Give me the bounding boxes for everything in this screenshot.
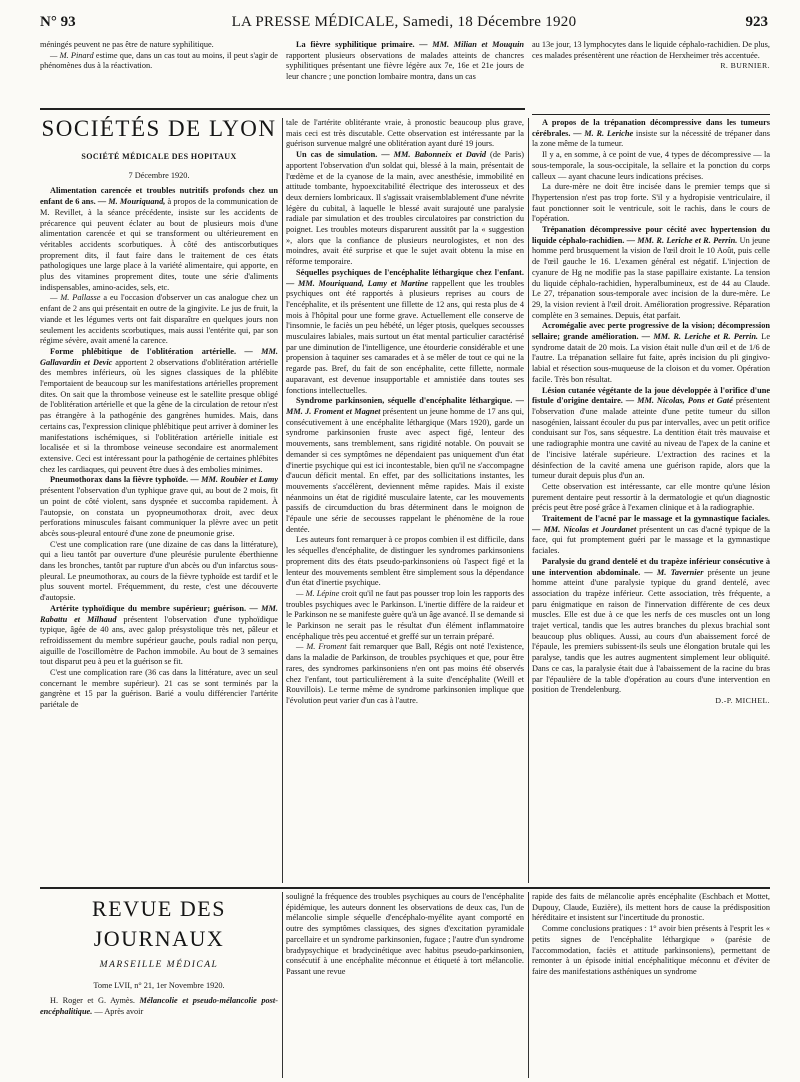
paragraph: Il y a, en somme, à ce point de vue, 4 types de décompressive — la sous-temporale, la sous-occipitale, la sellaire et la ponction du corps calleux — ayant chacune leurs indications précises. [532,150,770,181]
paragraph: — M. Lépine croit qu'il ne faut pas pousser trop loin les rapports des troubles psychiques avec le Parkinson. L'inertie diffère de la raideur et le Parkinson ne se manifeste guère qu'à un âge avancé. Il se demande si le Parkinson ne serait pas le résultat d'un élément inflammatoire encéphalique très peu accentué et greffé sur un terrain préparé. [286,588,524,641]
paragraph: Forme phlébitique de l'oblitération artérielle. — MM. Gallavardin et Devic apportent 2 observations d'oblitération artérielle des membres inférieurs, où les signes classiques de la phlébite l'emportaient de beaucoup sur les manifestations artérielles proprement dites. On sait que la thrombose veineuse est le satellite presque obligé de l'oblitération artérielle et que la gêne de la circulation de retour n'est pas étrangère à la pathogénie des gangrènes humides. Mais, dans certains cas, l'expression clinique phlébitique peut arriver à dominer les manifestations ischémiques, si l'oblitération artérielle initiale est localisée et si la thrombose veineuse secondaire est anormalement extensive. Ceci est intéressant pour la pathogénie de certaines phlébites chez les cardiaques, qui peuvent être dues à des embolies minimes. [40,346,278,474]
paragraph: Lésion cutanée végétante de la joue développée à l'orifice d'une fistule d'origine dentaire. — MM. Nicolas, Pons et Gaté présentent l'observation d'une malade atteinte d'une petite tumeur du sillon nasogénien, laissant écouler du pus par intervalles, avec un petit orifice conduisant sur l'os, sans séquestre. La dentition était très mauvaise et une radiographie montra une cavité au niveau de l'apex de la canine et de l'incisive latérale supérieure. L'extraction des racines et la désinfection de la cavité amena une guérison rapide, alors que la tumeur durait depuis plus d'un an. [532,385,770,481]
issue-number: N° 93 [40,14,76,30]
section-title: REVUE DES JOURNAUX [92,896,226,951]
section-rule [40,887,770,889]
session-date: 7 Décembre 1920. [128,170,190,180]
paragraph: C'est une complication rare (une dizaine de cas dans la littérature), qui a lieu tantôt par ouverture d'une pleurésie purulente éberthienne dans les bronches, tantôt par rupture d'un abcès ou d'un infarctus sous-pleural. Le pneumothorax, au cours de la fièvre typhoïde est tardif et le plus souvent mortel. Fréquemment, du reste, c'est une découverte d'autopsie. [40,539,278,603]
paragraph: — M. Pinard estime que, dans un cas tout au moins, il peut s'agir de phénomènes dus à la réactivation. [40,50,278,71]
page-number: 923 [745,14,768,30]
column-rule [282,892,283,1078]
section-title: SOCIÉTÉS DE LYON [41,116,277,141]
societes-col-1 [40,112,278,884]
paragraph: La fièvre syphilitique primaire. — MM. Milian et Mouquin rapportent plusieurs observations de malades atteints de chancres syphilitiques présentant une fièvre légère aux 7e, 16e et 21e jours de leur chancre ; une ponction lombaire montra, dans un cas [286,40,524,82]
column-rule [528,118,529,883]
paragraph: C'est une complication rare (36 cas dans la littérature, avec un seul concernant le membre supérieur). 21 cas se sont terminés par la gangrène et 15 par la guérison. Barié a voulu différencier l'artérite pariétale de [40,668,278,710]
revue-col-2 [286,892,524,1078]
paragraph: Alimentation carencée et troubles nutritifs profonds chez un enfant de 6 ans. — M. Mouriquand, à propos de la communication de M. Revillet, à la séance précédente, insiste sur les accidents de précarence qui peuvent éclater au bout de plusieurs mois d'une alimentation carencée et qui se transforment ou ultérieurement en véritables accidents scorbutiques. À côté des antiscorbutiques proprement dits, il faut faire dans le traitement de ces états pathologiques une large place à la variété alimentaire, qui apporte, en plus des vitamines proprement dites, toute une série d'aliments indispensables, amino-acides, sels, etc. [40,186,278,292]
paragraph: Pneumothorax dans la fièvre typhoïde. — MM. Roubier et Lamy présentent l'observation d'un typhique grave qui, au bout de 2 mois, fit un point de côté violent, sans dyspnée et succomba rapidement. À l'autopsie, on constata un pyopneumothorax droit, avec deux perforations minuscules faisant communiquer la plèvre avec un petit abcès sous-pleural entouré d'une zone de pneumonie grise. [40,475,278,538]
journal-issue: Tome LVII, n° 21, 1er Novembre 1920. [93,980,225,990]
paragraph: Paralysie du grand dentelé et du trapèze inférieur consécutive à une intervention abdominale. — M. Tavernier présente un jeune homme atteint d'une paralysie typique du grand dentelé, avec association du trapèze inférieur. Cette association, très fréquente, a paru énigmatique en raison de l'innervation différente de ces deux muscles. Elle est due à ce que les nerfs de ces muscles ont un long trajet vertical, tandis que les autres branches du plexus brachial sont beaucoup plus obliques. Aussi, au cours d'un abaissement forcé de l'épaule, les premiers subissent-ils seuls une élongation brutale qui les paralyse, tandis que les autres augmentent simplement leur obliquité. Dans ce cas, la paralysie était due à l'abaissement de la racine du bras par l'épaulière de la table d'opération au cours d'une intervention en position de Trendelenburg. [532,556,770,695]
column-rule [282,118,283,883]
revue-col-3 [532,892,770,1078]
journal-name: MARSEILLE MÉDICAL [99,960,219,970]
paragraph: méningés peuvent ne pas être de nature syphilitique. [40,40,214,49]
paragraph: Cette observation est intéressante, car elle montre qu'une lésion purement dentaire peut ressortir à la dermatologie et qu'un diagnostic précis peut être posé grâce à l'examen clinique et à la radiographie. [532,481,770,513]
paragraph: tale de l'artérite oblitérante vraie, à pronostic beaucoup plus grave, mais ceci est très discutable. Cette observation est intéressante par la guérison survenue malgré une oblitération ayant duré 19 jours. [286,118,524,149]
section-rule [40,108,525,110]
signature: D.-P. MICHEL. [715,695,770,705]
paragraph: au 13e jour, 13 lymphocytes dans le liquide céphalo-rachidien. De plus, ces malades présentèrent une réaction de Herxheimer très accentuée. [532,40,770,60]
top-col-2 [286,40,524,104]
paragraph: souligné la fréquence des troubles psychiques au cours de l'encéphalite épidémique, les auteurs donnent les observations de deux cas, l'un de mélancolie simple séquelle d'encéphalo-myélite ayant comporté en outre des symptômes classiques, des signes d'excitation pyramidale parcellaire et un syndrome parkinsonien, fugace ; l'autre d'un syndrome bradypsychique et bradycinétique avec habitus pseudo-parkinsonien, consécutif à une encéphalite méconnue et étiqueté à tort mélancolie. Passant une revue [286,892,524,976]
paragraph: A propos de la trépanation décompressive dans les tumeurs cérébrales. — M. R. Leriche insiste sur la nécessité de trépaner dans la zone même de la tumeur. [532,118,770,149]
paragraph: Artérite typhoïdique du membre supérieur; guérison. — MM. Rabattu et Milhaud présentent l'observation d'une typhoïdique typique, âgée de 40 ans, avec galop présystolique très net, pâleur et refroidissement du membre supérieur gauche, pouls radial non perçu, aiguille de l'oscillomètre de Pachon immobile. Au bout de 3 semaines tout disparut peu à peu et la guérison se fit. [40,603,278,667]
top-col-3 [532,40,770,112]
paragraph: rapide des faits de mélancolie après encéphalite (Eschbach et Mottet, Dupouy, Claude, Euzière), ils mettent hors de cause la prédisposition héréditaire et insistent sur l'incertitude du pronostic. [532,892,770,923]
society-name: SOCIÉTÉ MÉDICALE DES HOPITAUX [81,152,237,161]
paragraph: Trépanation décompressive pour cécité avec hypertension du liquide céphalo-rachidien. — MM. R. Leriche et R. Perrin. Un jeune homme perd brusquement la vision de l'œil droit le 10 Août, puis celle de l'œil gauche le 16. L'examen général est négatif. L'injection de cyanure de Hg ne modifie pas la stase papillaire existante. La tension du liquide céphalo-rachidien, hyperalbumineux, est de 44 au Claude. Le 27, trépanation sous-temporale avec incision de la dure-mère. Le 29, la vision revient à l'œil droit. Amélioration progressive. Réparation complète en 3 semaines. Depuis, état parfait. [532,225,770,320]
signature: R. BURNIER. [720,61,770,71]
societes-col-2 [286,118,524,884]
paragraph: — M. Pallasse a eu l'occasion d'observer un cas analogue chez un enfant de 2 ans qui présentait en outre de la gingivite. Le jus de fruit, la viande et les légumes verts ont fait disparaître en quelques jours non seulement les accidents scorbutiques, mais aussi l'entérite qui, par son régime sévère, avait amené la carence. [40,293,278,346]
paragraph: Les auteurs font remarquer à ce propos combien il est difficile, dans les séquelles d'encéphalite, de distinguer les syndromes parkinsoniens proprement dits des états pseudo-parkinsoniens où l'aspect figé et la lenteur des mouvements semblent être simplement sous la dépendance d'un état d'inertie psychique. [286,535,524,588]
column-rule [528,892,529,1078]
societes-col-3 [532,118,770,884]
paragraph: La dure-mère ne doit être incisée dans le premier temps que si l'hypertension n'est pas trop forte. S'il y a hydropisie ventriculaire, il faut ponctionner soit le ventricule, soit le rachis, dans le cours de l'opération. [532,182,770,224]
paragraph: — M. Froment fait remarquer que Ball, Régis ont noté l'existence, dans la maladie de Parkinson, de troubles psychiques et que, pour être rares, des syndromes parkinsoniens n'en ont pas moins été observés chez l'enfant, tout particulièrement à la suite d'encéphalite (Weill et Rouvillois). Le terme même de syndrome parkinsonien implique que l'évolution peut varier d'un cas à l'autre. [286,642,524,705]
paragraph: Acromégalie avec perte progressive de la vision; décompression sellaire; grande amélioration. — MM. R. Leriche et R. Perrin. Le syndrome datait de 20 mois. La vision était nulle d'un œil et de 1/6 de l'autre. La trépanation sellaire fut faite, après incision du pli gingivo-labial et résection sous-muqueuse de la cloison et du vomer. Opération facile. Très bon résultat. [532,321,770,384]
section-rule [532,114,770,115]
paragraph: Séquelles psychiques de l'encéphalite léthargique chez l'enfant. — MM. Mouriquand, Lamy et Martine rappellent que les troubles psychiques ont été rapportés à plusieurs reprises au cours de l'encéphalite, et ils présentent une fillette de 12 ans, qui resta plus de 4 mois à l'hôpital pour une forme grave. Actuellement elle conserve de l'insomnie, le faciès un peu hébété, un léger ptosis, quelques secousses musculaires labiales, mais surtout un état mental particulier caractérisé par une diminution de l'intelligence, une étourderie considérable et une propension à taquiner ses camarades et à se mêler de tout ce qui ne la regarde pas. Bref, du fait de son encéphalite, cette fillette, normale auparavant, est devenue insupportable et amnistiée dans toutes ses fonctions intellectuelles. [286,267,524,395]
running-title: LA PRESSE MÉDICALE, Samedi, 18 Décembre 1920 [231,14,577,30]
paragraph: Un cas de simulation. — MM. Babonneix et David (de Paris) apportent l'observation d'un soldat qui, blessé à la main, présentait de l'œdème et de la cyanose de la main, avec anesthésie, immobilité en attitude tombante, hypoexcitabilité électrique des interosseux et des deux derniers lombricaux. Il s'agissait vraisemblablement d'une névrite légère du cubital, à laquelle le blessé avait surajouté une paralysie radiale par simulation et des troubles circulatoires par constriction du poignet. Les troubles moteurs disparurent aussitôt par la « suggestion », alors que la confiance de plusieurs neurologistes, et non des moindres, avait été surprise et que le sujet avait obtenu la mise en réforme temporaire. [286,150,524,267]
running-header [40,14,768,36]
paragraph: Syndrome parkinsonien, séquelle d'encéphalite léthargique. — MM. J. Froment et Magnet présentent un jeune homme de 17 ans qui, consécutivement à une encéphalite léthargique (Mars 1920), garde un syndrome parkinsonien fruste avec aspect figé, lenteur des mouvements, sans tremblement, sans rigidité notable. On pouvait se demander si ces symptômes ne dépendaient pas uniquement d'un état d'inertie psychique qui est ici incontestable, bien qu'il ne s'accompagne d'aucun déficit mental. En effet, par des sollicitations instantes, les mouvements s'accélèrent, deviennent même rapides. Mais il existe néanmoins un état de rigidité musculaire latente, car les mouvements passifs de circumduction du bras déterminent dans le moignon de l'épaule une série de secousses rappelant le phénomène de la roue dentée. [286,396,524,534]
paragraph: Comme conclusions pratiques : 1° avoir bien présents à l'esprit les « petits signes de l'encéphalite léthargique » (parésie de l'accommodation, faciès et attitude parkinsoniens), permettant de remonter à un épisode initial encéphalitique méconnu et d'éviter de faire des manifestations asthéniques un syndrome [532,924,770,976]
paragraph: H. Roger et G. Aymès. Mélancolie et pseudo-mélancolie post-encéphalitique. — Après avoir [40,996,278,1017]
top-col-1 [40,40,278,104]
paragraph: Traitement de l'acné par le massage et la gymnastique faciales. — MM. Nicolas et Jourdanet présentent un cas d'acné typique de la face, qui fut promptement guéri par le massage et la gymnastique faciales. [532,514,770,556]
revue-col-1 [40,892,278,1078]
